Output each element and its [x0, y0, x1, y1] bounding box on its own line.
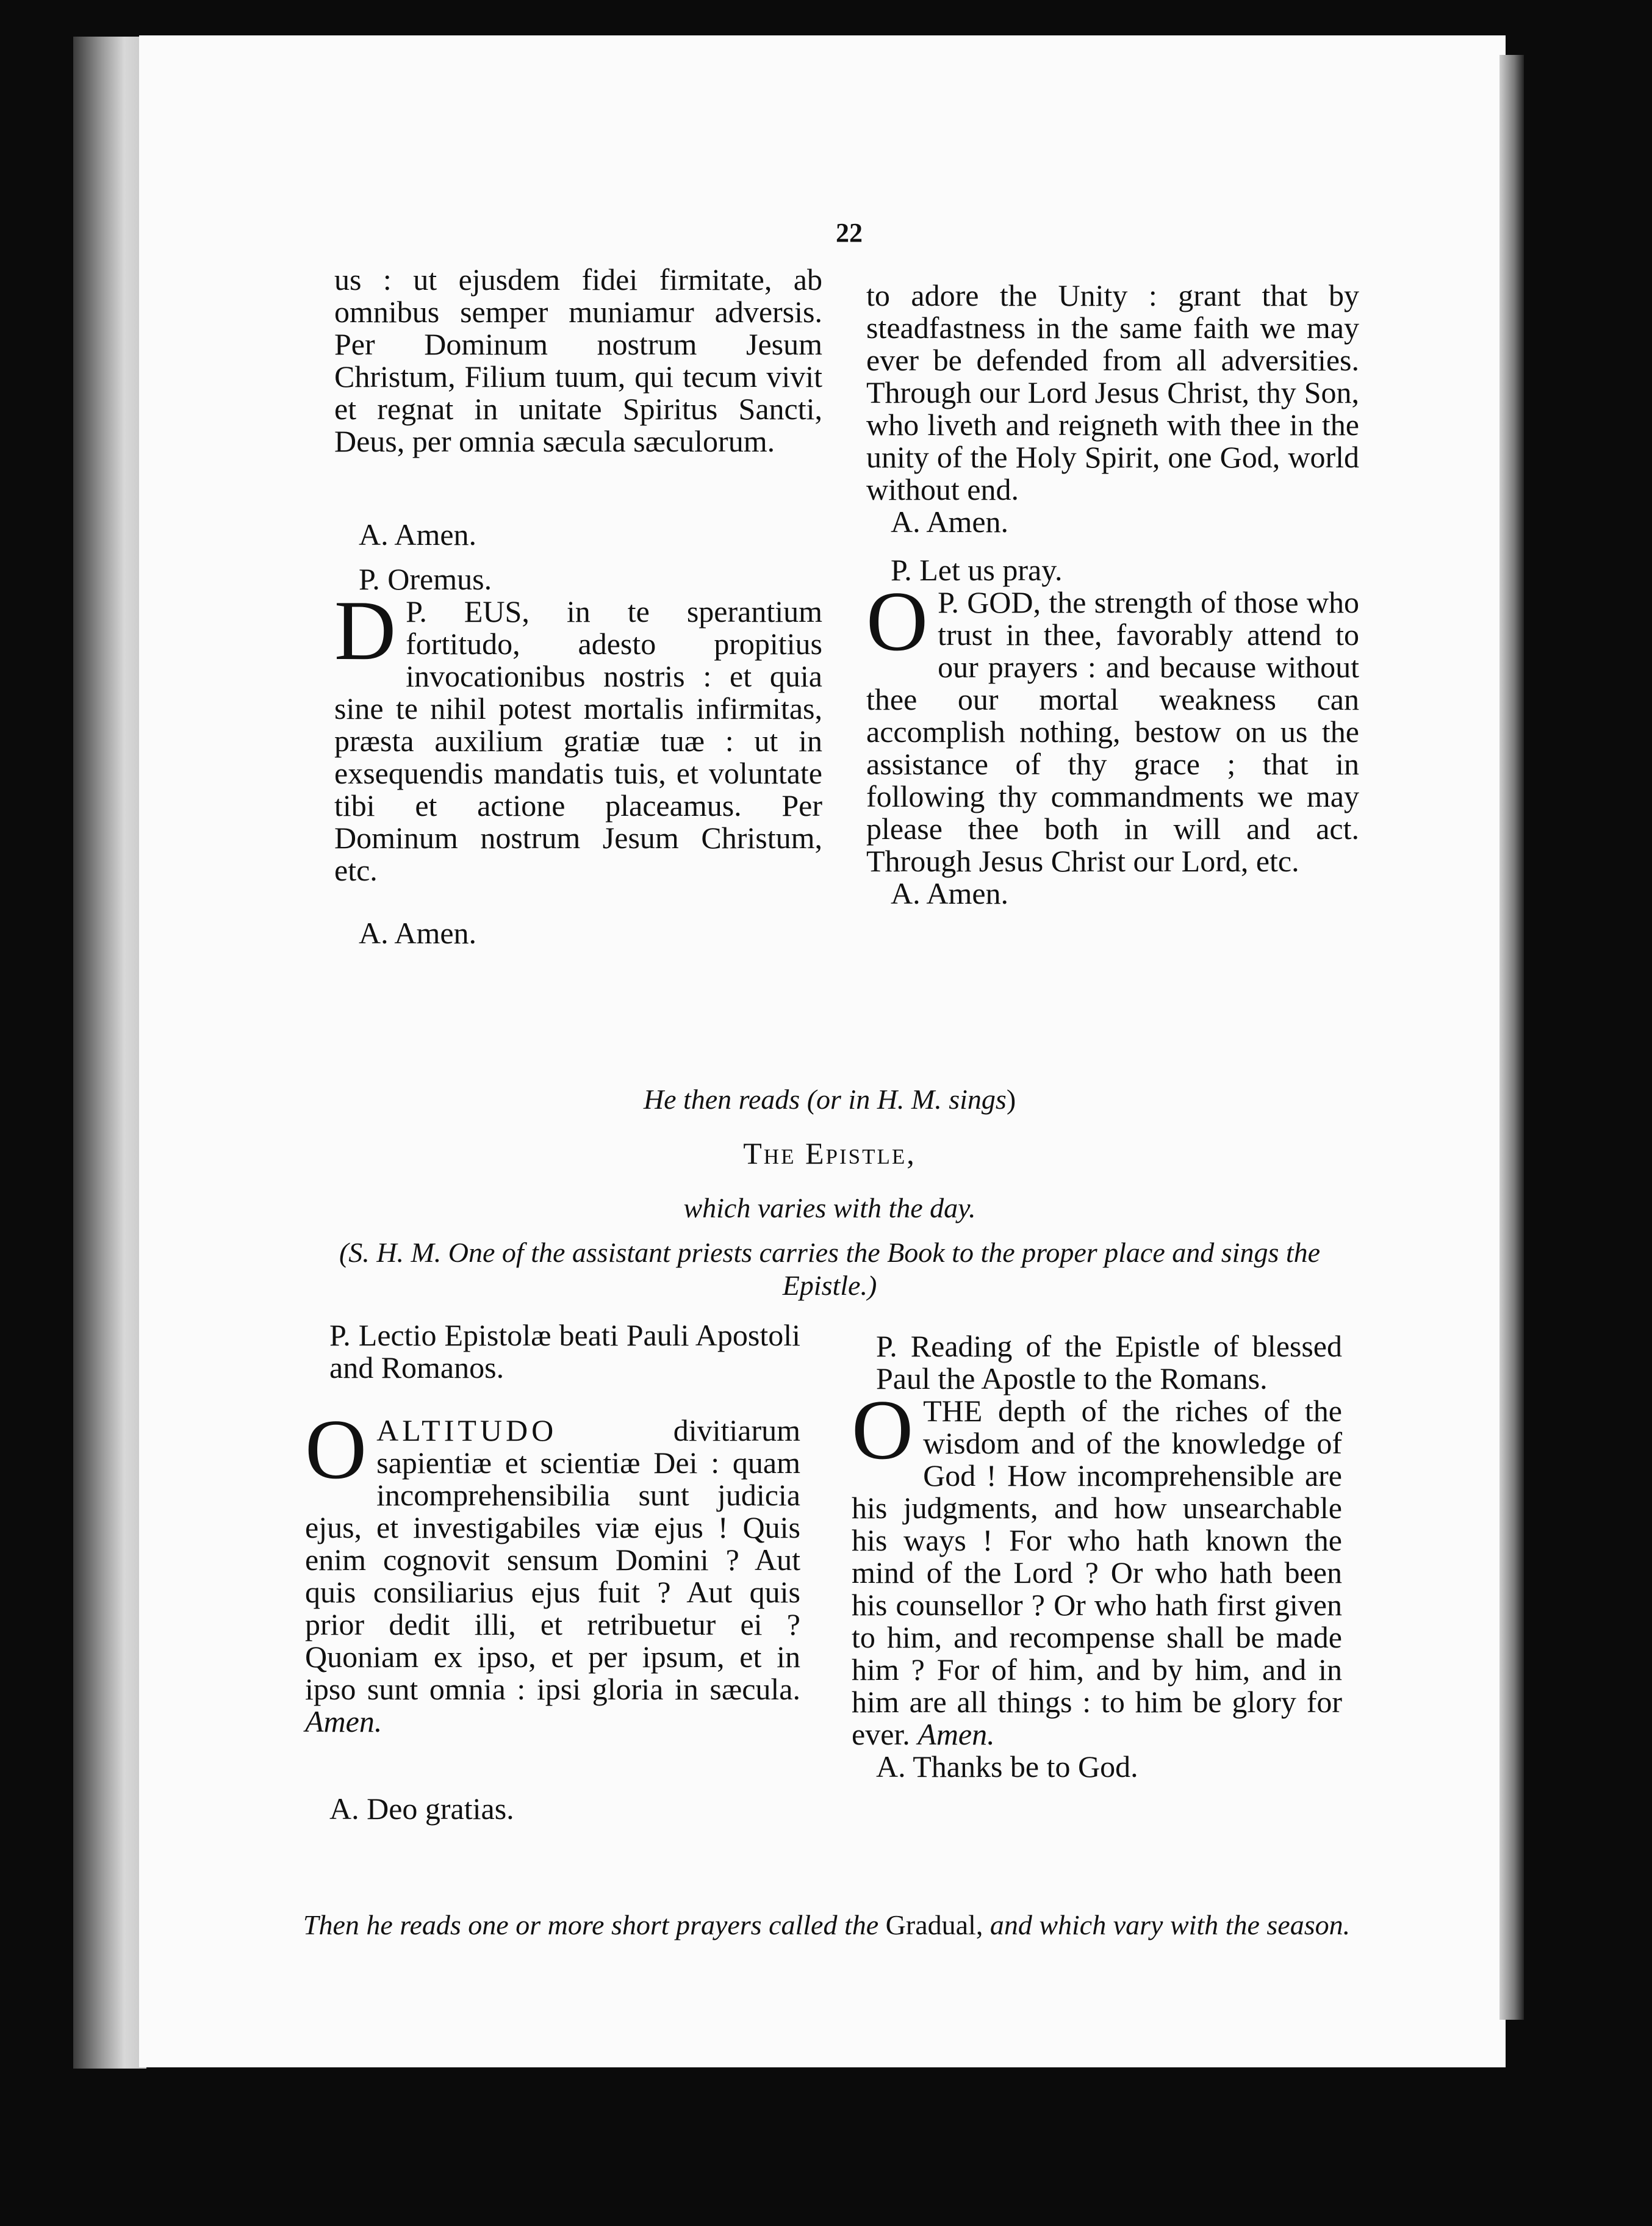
- latin-prayer-text: EUS, in te sperantium fortitudo, adesto propitius invocationibus nostris : et quia sine te nihil potest mortalis infirmitas, præsta auxilium gratiæ tuæ : ut in exsequendis mandatis tuis, et voluntate tibi et actione placeamus. Per Dominum nostrum Jesum Christum, etc.: [334, 594, 823, 887]
- epistle-title: [293, 1136, 1366, 1172]
- english-prayer: [866, 574, 1360, 878]
- english-collect-continuation: to adore the Unity : grant that by steadfastness in the same faith we may ever be defended from all adversities. Through our Lord Jesus Christ, thy Son, who liveth and reigneth with thee in the unity of the Holy Spirit, one God, world without end.: [866, 278, 1359, 506]
- english-prayer-prefix: P.: [938, 585, 959, 619]
- latin-amen-2: A. Amen.: [359, 916, 477, 950]
- gradual-note: [299, 1907, 1354, 1943]
- latin-column-bottom: [305, 1319, 800, 1825]
- english-dropcap-o: O: [866, 574, 928, 669]
- gradual-note-b: Gradual,: [885, 1909, 983, 1940]
- reads-text-a: He then reads (: [643, 1084, 817, 1115]
- latin-amen: A. Amen.: [359, 517, 477, 552]
- english-column-bottom: [852, 1330, 1342, 1783]
- english-epistle-caps: THE: [923, 1394, 983, 1428]
- english-thanks: A. Thanks be to God.: [876, 1749, 1138, 1784]
- english-prayer-text: GOD, the strength of those who trust in thee, favorably attend to our prayers : and because without thee our mortal weakness can accomplish nothing, bestow on us the assistance of thy grace ; that in following thy commandments we may please thee both in will and act. Through Jesus Christ our Lord, etc.: [866, 585, 1360, 878]
- latin-collect-continuation: us : ut ejusdem fidei firmitate, ab omnibus semper muniamur adversis. Per Dominum nostrum Jesum Christum, Filium tuum, qui tecum vivit et regnat in unitate Spiritus Sancti, Deus, per omnia sæcula sæculorum.: [334, 262, 822, 458]
- epistle-title-text: The Epistle,: [743, 1136, 916, 1170]
- english-epistle-dropcap: O: [852, 1383, 914, 1477]
- english-epistle: [852, 1383, 1342, 1751]
- latin-epistle-caps: ALTITUDO: [376, 1413, 558, 1447]
- english-amen: A. Amen.: [891, 505, 1009, 539]
- latin-epistle: [305, 1402, 800, 1738]
- latin-oremus: P. Oremus.: [359, 562, 492, 596]
- english-epistle-text: depth of the riches of the wisdom and of the knowledge of God ! How incomprehensible are his judgments, and how unsearchable his ways ! For who hath known the mind of the Lord ? Or who hath been his counsellor ? Or who hath first given to him, and recompense shall be made him ? For of him, and by him, and in him are all things : to him be glory for ever.: [852, 1394, 1342, 1751]
- english-amen-2: A. Amen.: [891, 876, 1009, 910]
- latin-column-top: [334, 264, 822, 949]
- english-epistle-amen: Amen.: [918, 1717, 995, 1751]
- page-number: 22: [836, 218, 863, 248]
- latin-epistle-amen: Amen.: [305, 1704, 382, 1738]
- english-column-top: [866, 279, 1359, 910]
- latin-prayer-prefix: P.: [406, 594, 427, 629]
- latin-epistle-text: divitiarum sapientiæ et scientiæ Dei : quam incomprehensibilia sunt judicia ejus, et investigabiles viæ ejus ! Quis enim cognovit sensum Domini ? Aut quis consiliarius ejus fuit ? Aut quis prior dedit illi, et retribuetur ei ? Quoniam ex ipso, et per ipsum, et in ipso sunt omnia : ipsi gloria in sæcula.: [305, 1413, 800, 1706]
- gradual-note-a: Then he reads one or more short prayers called the: [303, 1909, 886, 1940]
- page-right-edge: [1499, 55, 1524, 2020]
- gradual-note-c: and which vary with the season.: [983, 1909, 1351, 1940]
- latin-deo-gratias: A. Deo gratias.: [329, 1792, 514, 1826]
- english-reading: P. Reading of the Epistle of blessed Paul the Apostle to the Romans.: [876, 1329, 1342, 1396]
- latin-lectio: P. Lectio Epistolæ beati Pauli Apostoli and Romanos.: [329, 1318, 800, 1385]
- reads-text-c: ): [1006, 1084, 1016, 1115]
- english-letuspray: P. Let us pray.: [891, 553, 1063, 587]
- book-spine-edge: [73, 37, 146, 2069]
- reads-instruction: [293, 1082, 1366, 1117]
- shm-note: (S. H. M. One of the assistant priests carries the Book to the proper place and sings the Epistle.): [339, 1237, 1321, 1301]
- latin-prayer: [334, 583, 823, 887]
- latin-dropcap-d: D: [334, 583, 397, 678]
- reads-text-b: or in H. M. sings: [816, 1084, 1007, 1115]
- latin-epistle-dropcap: O: [305, 1402, 367, 1497]
- varies-note: which varies with the day.: [683, 1192, 976, 1223]
